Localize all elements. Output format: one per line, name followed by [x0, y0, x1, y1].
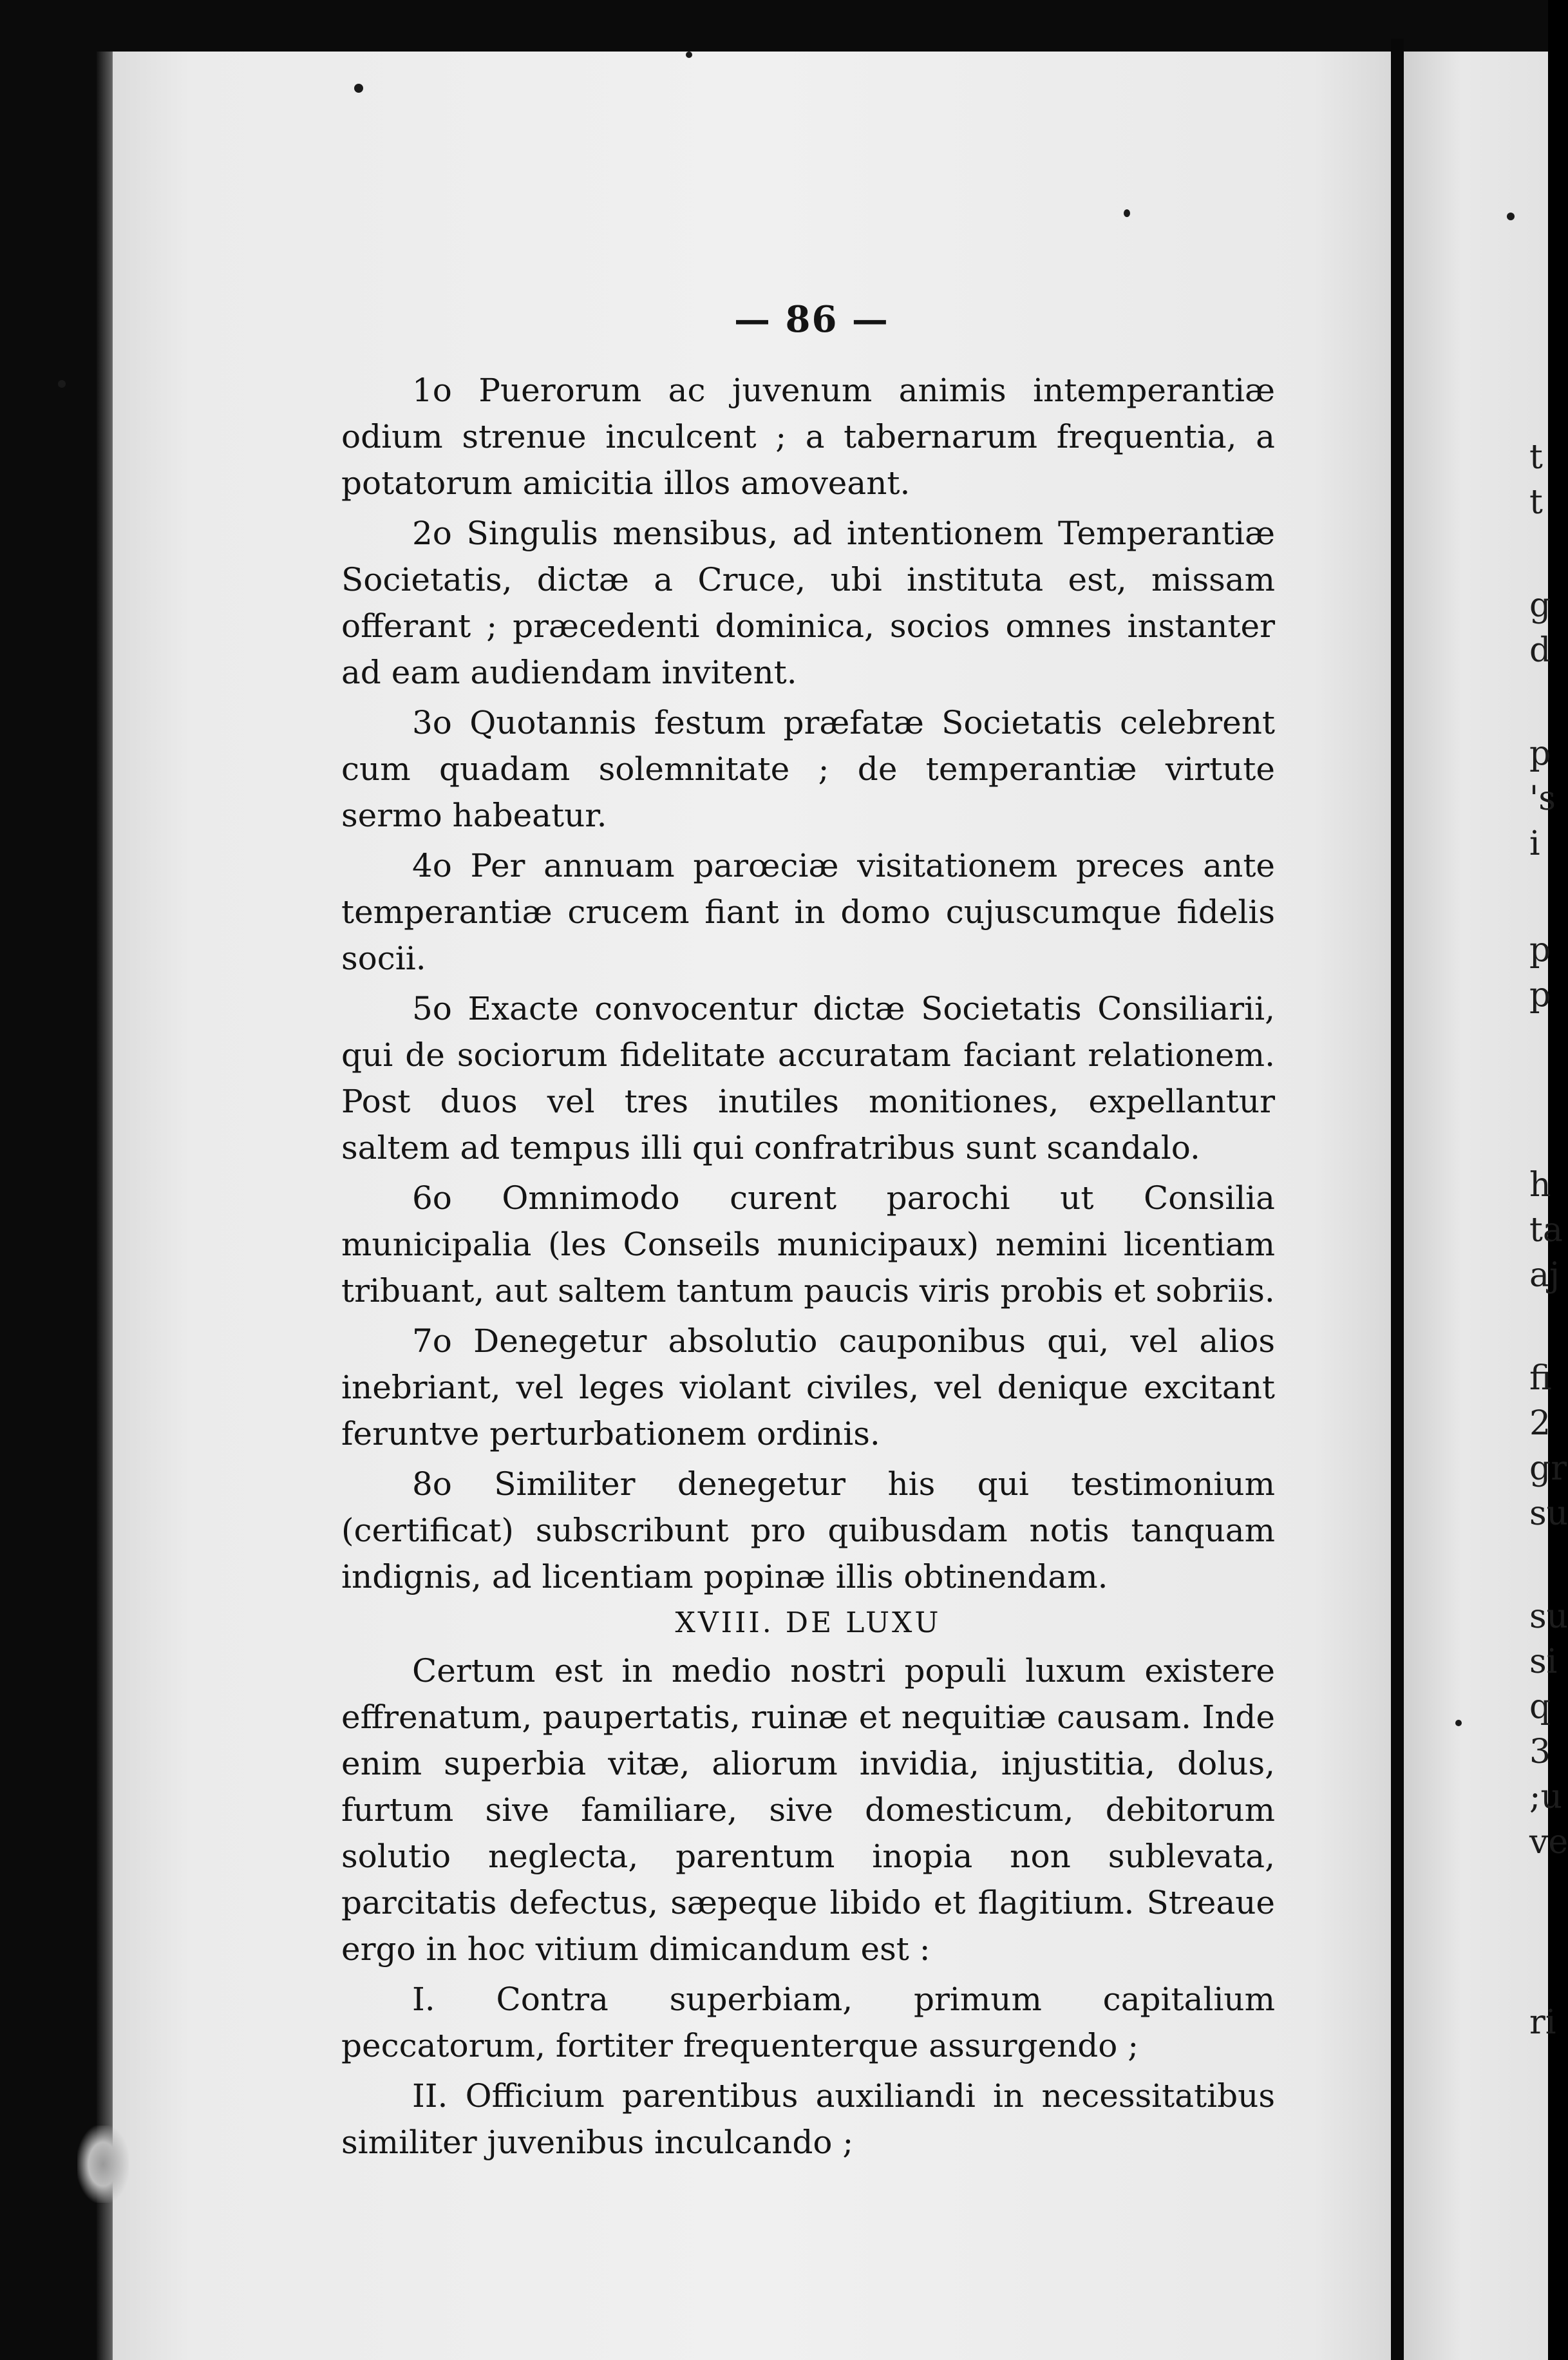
adjacent-fragment: aj [1529, 1256, 1560, 1295]
ink-speck [1124, 209, 1130, 217]
adjacent-fragment: su [1529, 1597, 1568, 1636]
paragraph: 7o Denegetur absolutio cauponibus qui, vel alios inebriant, vel leges violant civiles, vel denique excitant feruntve perturbationem ordinis. [341, 1322, 1275, 1452]
adjacent-fragment: q [1529, 1688, 1551, 1726]
adjacent-fragment: h [1529, 1166, 1551, 1204]
adjacent-fragment: t [1529, 483, 1543, 522]
adjacent-fragment: p [1529, 976, 1551, 1014]
adjacent-fragment: fi [1529, 1359, 1552, 1398]
paragraph: II. Officium parentibus auxiliandi in necessitatibus similiter juvenibus inculcando ; [341, 2077, 1275, 2161]
paragraph: I. Contra superbiam, primum capitalium peccatorum, fortiter frequenterque assurgendo ; [341, 1981, 1275, 2064]
adjacent-fragment: gr [1529, 1449, 1567, 1488]
ink-speck [1455, 1720, 1462, 1726]
adjacent-fragment: su [1529, 1494, 1568, 1533]
page-gutter [1391, 39, 1404, 2360]
paragraph: 5o Exacte convocentur dictæ Societatis Consiliarii, qui de sociorum fidelitate accuratam faciant relationem. Post duos vel tres inutiles monitiones, expellantur saltem ad tempus illi qui confratribus sunt scandalo. [341, 990, 1275, 1166]
paragraph: 2o Singulis mensibus, ad intentionem Temperantiæ Societatis, dictæ a Cruce, ubi instituta est, missam offerant ; præcedenti dominica, socios omnes instanter ad eam audiendam invitent. [341, 515, 1275, 691]
paragraph: 8o Similiter denegetur his qui testimonium (certificat) subscribunt pro quibusdam notis tanquam indignis, ad licentiam popinæ illis obtinendam. [341, 1465, 1275, 1595]
paper-stain [77, 2126, 129, 2203]
adjacent-fragment: si [1529, 1642, 1558, 1681]
ink-speck [354, 84, 363, 93]
adjacent-fragment: 's [1529, 779, 1556, 818]
adjacent-page-strip [1404, 52, 1568, 2360]
paragraph: Certum est in medio nostri populi luxum existere effrenatum, paupertatis, ruinæ et nequitiæ causam. Inde enim superbia vitæ, aliorum invidia, injustitia, dolus, furtum sive familiare, sive domesticum, debitorum solutio neglecta, parentum inopia non sublevata, parcitatis defectus, sæpeque libido et flagitium. Streaue ergo in hoc vitium dimicandum est : [341, 1652, 1275, 1968]
paragraph: 4o Per annuam parœciæ visitationem preces ante temperantiæ crucem fiant in domo cujuscumque fidelis socii. [341, 847, 1275, 977]
adjacent-fragment: ;u [1529, 1778, 1563, 1816]
adjacent-fragment: 3 [1529, 1733, 1551, 1771]
ink-speck [686, 52, 692, 58]
adjacent-fragment: ve [1529, 1823, 1568, 1861]
adjacent-fragment: p [1529, 734, 1551, 773]
page-number: — 86 — [734, 298, 889, 341]
adjacent-fragment: t [1529, 438, 1543, 477]
paragraph: 6o Omnimodo curent parochi ut Consilia municipalia (les Conseils municipaux) nemini licentiam tribuant, aut saltem tantum paucis viris probis et sobriis. [341, 1179, 1275, 1309]
adjacent-fragment: 2 [1529, 1404, 1551, 1443]
adjacent-fragment: g [1529, 586, 1551, 625]
paragraph: 1o Puerorum ac juvenum animis intemperantiæ odium strenue inculcent ; a tabernarum frequentia, a potatorum amicitia illos amoveant. [341, 372, 1275, 502]
paragraph: 3o Quotannis festum præfatæ Societatis celebrent cum quadam solemnitate ; de temperantiæ virtute sermo habeatur. [341, 704, 1275, 834]
ink-speck [58, 380, 66, 388]
ink-speck [1507, 213, 1515, 220]
adjacent-fragment: ta [1529, 1211, 1563, 1250]
adjacent-fragment: i [1529, 824, 1540, 863]
adjacent-fragment: ri [1529, 2003, 1556, 2042]
section-heading: XVIII. DE LUXU [675, 1606, 941, 1639]
adjacent-fragment: p [1529, 931, 1551, 969]
adjacent-fragment: d [1529, 631, 1551, 670]
page-body [341, 303, 1275, 2169]
